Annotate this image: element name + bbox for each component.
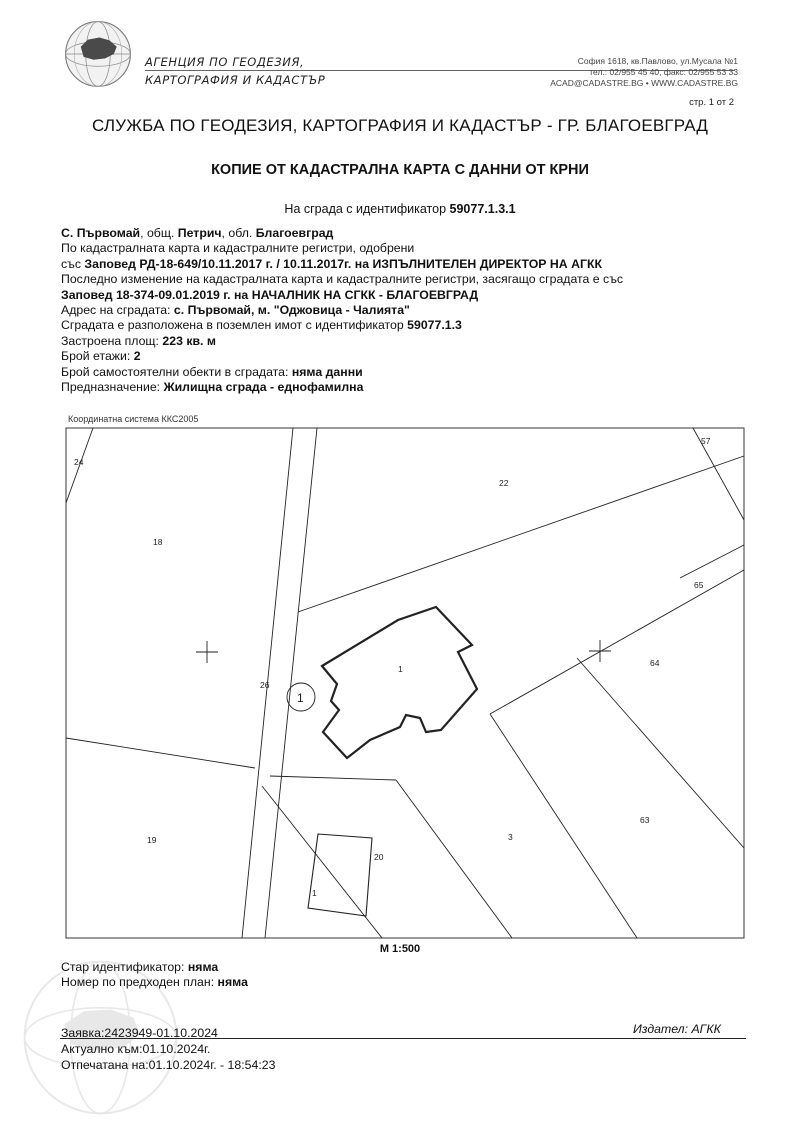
- building-id-prefix: На сграда с идентификатор: [284, 202, 447, 216]
- prev-plan-label: Номер по предходен план:: [61, 975, 215, 989]
- parcel-label-24: 24: [74, 457, 84, 467]
- agency-name-line2: КАРТОГРАФИЯ И КАДАСТЪР: [145, 73, 326, 87]
- boundary-22-south: [298, 456, 744, 612]
- purpose-value: Жилищна сграда - еднофамилна: [163, 380, 364, 395]
- old-id-label: Стар идентификатор:: [61, 960, 185, 974]
- region-label: , обл.: [221, 226, 253, 240]
- purpose-label: Предназначение:: [61, 380, 161, 395]
- building-id: 59077.1.3.1: [449, 202, 516, 216]
- old-id-value: няма: [187, 960, 219, 974]
- building-parcel-20: [308, 834, 372, 916]
- agency-email-web: ACAD@CADASTRE.BG • WWW.CADASTRE.BG: [550, 78, 738, 88]
- office-title: СЛУЖБА ПО ГЕОДЕЗИЯ, КАРТОГРАФИЯ И КАДАСТЪР - ГР. БЛАГОЕВГРАД: [91, 116, 709, 135]
- map-scale: М 1:500: [379, 943, 421, 955]
- page-number: стр. 1 от 2: [689, 97, 734, 108]
- parcel-label-19: 19: [147, 835, 157, 845]
- main-building-outline: [322, 607, 477, 758]
- agency-address: София 1618, кв.Павлово, ул.Мусала №1: [577, 56, 738, 66]
- request-number: Заявка:2423949-01.10.2024: [61, 1026, 218, 1040]
- parcel-id: 59077.1.3: [407, 318, 462, 333]
- address-label: Адрес на сградата:: [61, 303, 171, 318]
- current-to-date: Актуално към:01.10.2024г.: [61, 1042, 211, 1056]
- building-label-1: 1: [398, 664, 403, 674]
- printed-date: Отпечатана на:01.10.2024г. - 18:54:23: [61, 1058, 276, 1072]
- road-edge-right: [265, 428, 317, 938]
- coordinate-cross-west: [196, 641, 218, 663]
- boundary-64-63: [577, 658, 744, 848]
- floors-value: 2: [133, 349, 141, 364]
- area-value: 223 кв. м: [162, 333, 216, 348]
- region: Благоевград: [255, 226, 334, 240]
- last-change-line: Последно изменение на кадастралната карта и кадастралните регистри, засягащо сградата е със: [61, 272, 624, 287]
- building-marker-label: 1: [297, 691, 304, 705]
- approved-line: По кадастралната карта и кадастралните регистри, одобрени: [61, 241, 415, 256]
- boundary-63-south: [490, 714, 637, 938]
- boundary-18-19: [66, 738, 255, 768]
- units-label: Брой самостоятелни обекти в сградата:: [61, 364, 289, 379]
- boundary-64-west: [490, 570, 744, 714]
- building-label-1-small: 1: [312, 888, 317, 898]
- agency-phone-fax: тел.: 02/955 45 40, факс: 02/955 53 33: [589, 67, 738, 77]
- approved-prefix: със: [61, 256, 81, 271]
- village: С. Първомай: [61, 226, 141, 240]
- boundary-3-20: [396, 780, 512, 938]
- boundary-3-north: [270, 776, 396, 780]
- coordinate-cross-east: [589, 640, 611, 662]
- parcel-label-3: 3: [508, 832, 513, 842]
- parcel-label-65: 65: [694, 580, 704, 590]
- document-title: КОПИЕ ОТ КАДАСТРАЛНА КАРТА С ДАННИ ОТ КРНИ: [211, 162, 589, 178]
- floors-label: Брой етажи:: [61, 349, 131, 364]
- municipality: Петрич: [177, 226, 222, 240]
- parcel-label-18: 18: [153, 537, 163, 547]
- area-label: Застроена площ:: [61, 333, 159, 348]
- parcel-label-63: 63: [640, 815, 650, 825]
- agency-name-line1: АГЕНЦИЯ ПО ГЕОДЕЗИЯ,: [145, 55, 305, 69]
- located-text: Сградата е разположена в поземлен имот с идентификатор: [61, 318, 404, 333]
- map-frame: [66, 428, 744, 938]
- old-id-line: [61, 960, 218, 975]
- coordinate-system: Координатна система ККС2005: [68, 414, 199, 424]
- approved-order: Заповед РД-18-649/10.11.2017 г. / 10.11.2017г. на ИЗПЪЛНИТЕЛЕН ДИРЕКТОР НА АГКК: [84, 256, 602, 271]
- address-value: с. Първомай, м. "Оджовица - Чалията": [173, 303, 410, 318]
- prev-plan-line: [61, 975, 248, 990]
- publisher: Издател: АГКК: [633, 1022, 721, 1036]
- units-value: няма данни: [291, 364, 363, 379]
- last-change-order: Заповед 18-374-09.01.2019 г. на НАЧАЛНИК НА СГКК - БЛАГОЕВГРАД: [61, 287, 479, 302]
- parcel-label-22: 22: [499, 478, 509, 488]
- boundary-65: [680, 545, 744, 578]
- prev-plan-value: няма: [217, 975, 248, 989]
- municipality-label: , общ.: [140, 226, 175, 240]
- parcel-label-20: 20: [374, 852, 384, 862]
- parcel-label-64: 64: [650, 658, 660, 668]
- parcel-label-57: 57: [701, 436, 711, 446]
- parcel-label-26: 26: [260, 680, 270, 690]
